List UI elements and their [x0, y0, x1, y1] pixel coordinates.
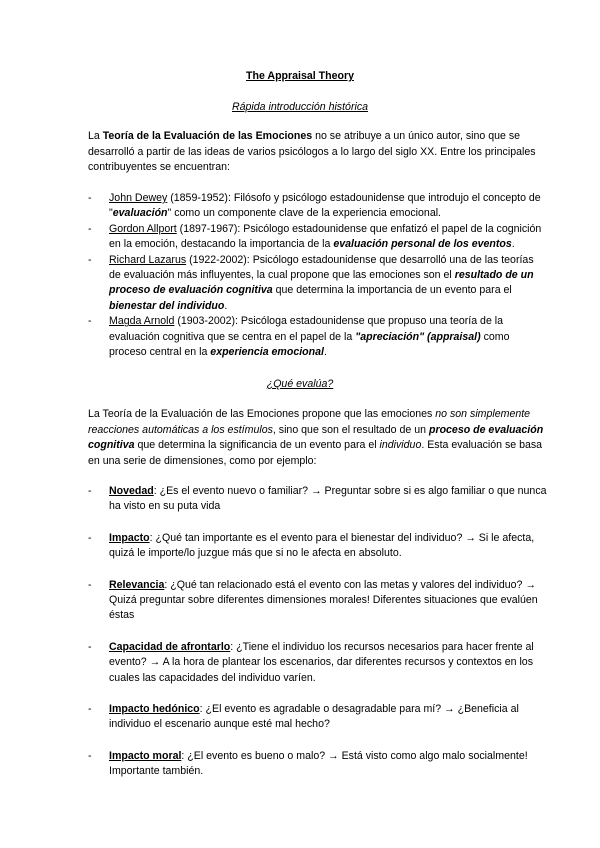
list-bullet: - [88, 703, 92, 716]
what-intro-paragraph [88, 407, 548, 469]
dimension-text: : ¿El evento es agradable o desagradable para mí? → ¿Beneficia al individuo el escenario aunque esté mal hecho? [109, 703, 519, 731]
what-text: que determina la significancia de un evento para el [134, 439, 380, 451]
contributor-emphasis: evaluación [112, 207, 168, 220]
dimension-text: : ¿Tiene el individuo los recursos necesarios para hacer frente al evento? → A la hora de plantear los escenarios, dar diferentes recursos y contextos en los cuales las capacidades del individuo varíen. [109, 640, 534, 684]
contributor-text: " como un componente clave de la experiencia emocional. [167, 207, 442, 220]
dimension-item [88, 578, 548, 624]
list-bullet: - [88, 531, 92, 544]
dimension-term: Impacto [109, 531, 150, 544]
contributor-emphasis: bienestar del individuo [109, 299, 225, 312]
contributor-name: Gordon Allport [109, 222, 177, 235]
list-bullet: - [88, 640, 92, 653]
contributor-name: John Dewey [109, 192, 168, 204]
contributor-item [88, 314, 548, 360]
contributor-text: (1922-2002): Psicólogo estadounidense que desarrolló una de las teorías de evaluación más influyentes, la cual propone que las emociones son el [109, 253, 534, 282]
dimension-term: Impacto moral [109, 749, 182, 762]
dimension-item [88, 640, 548, 686]
dimension-item [88, 702, 548, 733]
what-text: La Teoría de la Evaluación de las Emociones propone que las emociones [88, 408, 436, 420]
dimension-term: Novedad [109, 485, 154, 497]
list-bullet: - [88, 222, 92, 235]
intro-paragraph [88, 129, 548, 176]
intro-text-2: no se atribuye a un único autor, sino que se desarrolló a partir de las ideas de varios psicólogos a lo largo del siglo XX. Entre los principales contribuyentes se encuentran: [88, 130, 536, 173]
contributor-text: que determina la importancia de un evento para el [272, 284, 512, 297]
contributor-emphasis: experiencia emocional [210, 346, 324, 359]
dimension-term: Relevancia [109, 578, 165, 591]
what-text: . Esta evaluación se basa en una serie de dimensiones, como por ejemplo: [88, 439, 543, 467]
what-text: , sino que son el resultado de un [272, 423, 429, 436]
dimension-text: : ¿Qué tan relacionado está el evento con las metas y valores del individuo? → Quizá preguntar sobre diferentes dimensiones morales! Diferentes situaciones que evalúen éstas [109, 578, 538, 622]
contributor-item [88, 222, 548, 253]
contributor-text: como proceso central en la [109, 330, 510, 359]
dimension-item [88, 749, 548, 780]
list-bullet: - [88, 749, 92, 762]
list-bullet: - [88, 578, 92, 591]
dimension-item [88, 531, 548, 562]
contributor-name: Richard Lazarus [109, 253, 187, 266]
contributor-name: Magda Arnold [109, 315, 175, 328]
contributor-text: (1903-2002): Psicóloga estadounidense que propuso una teoría de la evaluación cognitiva que se centra en el papel de la [109, 315, 504, 343]
intro-theory-name: Teoría de la Evaluación de las Emociones [102, 130, 313, 142]
contributor-text: . [511, 238, 515, 251]
contributor-item [88, 253, 548, 315]
dimension-term: Capacidad de afrontarlo [109, 640, 231, 653]
dimensions-list [88, 484, 548, 796]
contributor-text: (1859-1952): Filósofo y psicólogo estadounidense que introdujo el concepto de " [109, 192, 541, 220]
contributor-text: . [323, 346, 327, 359]
list-bullet: - [88, 485, 92, 497]
contributor-text: (1897-1967): Psicólogo estadounidense que enfatizó el papel de la cognición en la emoción, destacando la importancia de la [109, 222, 542, 251]
contributor-item [88, 191, 548, 222]
contributor-emphasis: resultado de un proceso de evaluación cognitiva [109, 269, 534, 297]
what-emphasis: no son simplemente reacciones automáticas a los estímulos [88, 408, 531, 436]
subtitle-history: Rápida introducción histórica [231, 101, 369, 113]
list-bullet: - [88, 192, 92, 204]
intro-text-1: La [88, 130, 103, 142]
what-emphasis: proceso de evaluación cognitiva [88, 423, 544, 451]
dimension-item [88, 484, 548, 515]
what-emphasis: individuo [379, 439, 422, 451]
dimension-text: : ¿El evento es bueno o malo? → Está visto como algo malo socialmente! Importante también. [109, 749, 528, 778]
list-bullet: - [88, 253, 92, 266]
dimension-text: : ¿Es el evento nuevo o familiar? → Preguntar sobre si es algo familiar o que nunca ha visto en su puta vida [109, 485, 547, 513]
contributor-emphasis: "apreciación" (appraisal) [355, 330, 481, 343]
contributor-emphasis: evaluación personal de los eventos [333, 238, 512, 251]
list-bullet: - [88, 315, 92, 328]
dimension-term: Impacto hedónico [109, 703, 200, 716]
subtitle-what: ¿Qué evalúa? [266, 378, 334, 390]
contributors-list [88, 191, 548, 360]
document-title: The Appraisal Theory [246, 70, 354, 82]
dimension-text: : ¿Qué tan importante es el evento para el bienestar del individuo? → Si le afecta, quizá le importe/lo juzgue más que si no le afecta en absoluto. [109, 531, 535, 560]
contributor-text: . [224, 299, 228, 312]
